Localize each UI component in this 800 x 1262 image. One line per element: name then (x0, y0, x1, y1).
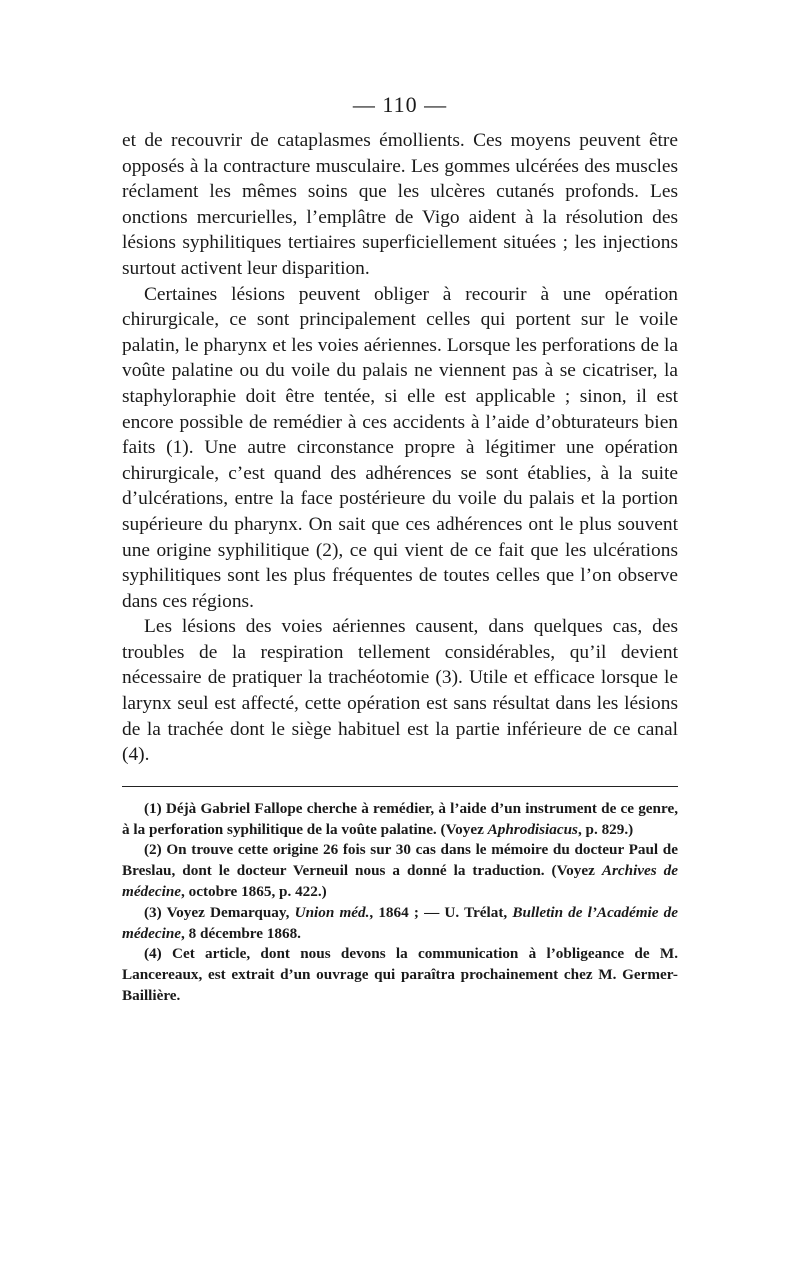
paragraph-1: et de recouvrir de cataplasmes émollients. Ces moyens peuvent être opposés à la contracture musculaire. Les gommes ulcérées des muscles réclament les mêmes soins que les ulcères cutanés profonds. Les onctions mercurielles, l’emplâtre de Vigo aident à la résolution des lésions syphilitiques tertiaires superficiellement situées ; les injections surtout activent leur disparition. (122, 130, 678, 279)
main-text (122, 128, 678, 768)
page-number: — 110 — (352, 92, 448, 117)
footnote-1: (1) Déjà Gabriel Fallope cherche à remédier, à l’aide d’un instrument de ce genre, à la perforation syphilitique de la voûte palatine. (Voyez Aphrodisiacus, p. 829.) (122, 799, 678, 838)
footnotes (122, 799, 678, 1007)
paragraph-3: Les lésions des voies aériennes causent, dans quelques cas, des troubles de la respiration tellement considérables, qu’il devient nécessaire de pratiquer la trachéotomie (3). Utile et efficace lorsque le larynx seul est affecté, cette opération est sans résultat dans les lésions de la trachée dont le siège habituel est la partie inférieure de ce canal (4). (122, 616, 678, 766)
footnote-3: (3) Voyez Demarquay, Union méd., 1864 ; — U. Trélat, Bulletin de l’Académie de médecine, 8 décembre 1868. (122, 903, 678, 942)
footnote-divider (122, 786, 678, 787)
footnote-2: (2) On trouve cette origine 26 fois sur 30 cas dans le mémoire du docteur Paul de Breslau, dont le docteur Verneuil nous a donné la traduction. (Voyez Archives de médecine, octobre 1865, p. 422.) (122, 841, 678, 901)
footnote-4: (4) Cet article, dont nous devons la communication à l’obligeance de M. Lancereaux, est extrait d’un ouvrage qui paraîtra prochainement chez M. Germer-Baillière. (122, 945, 678, 1005)
paragraph-2: Certaines lésions peuvent obliger à recourir à une opération chirurgicale, ce sont principalement celles qui portent sur le voile palatin, le pharynx et les voies aériennes. Lorsque les perforations de la voûte palatine ou du voile du palais ne viennent pas à se cicatriser, la staphyloraphie doit être tentée, si elle est applicable ; sinon, il est encore possible de remédier à ces accidents à l’aide d’obturateurs bien faits (1). Une autre circonstance propre à légitimer une opération chirurgicale, c’est quand des adhérences se sont établies, à la suite d’ulcérations, entre la face postérieure du voile du palais et la portion supérieure du pharynx. On sait que ces adhérences ont le plus souvent une origine syphilitique (2), ce qui vient de ce fait que les ulcérations syphilitiques sont les plus fréquentes de toutes celles que l’on observe dans ces régions. (122, 283, 678, 612)
book-page (122, 92, 678, 1007)
